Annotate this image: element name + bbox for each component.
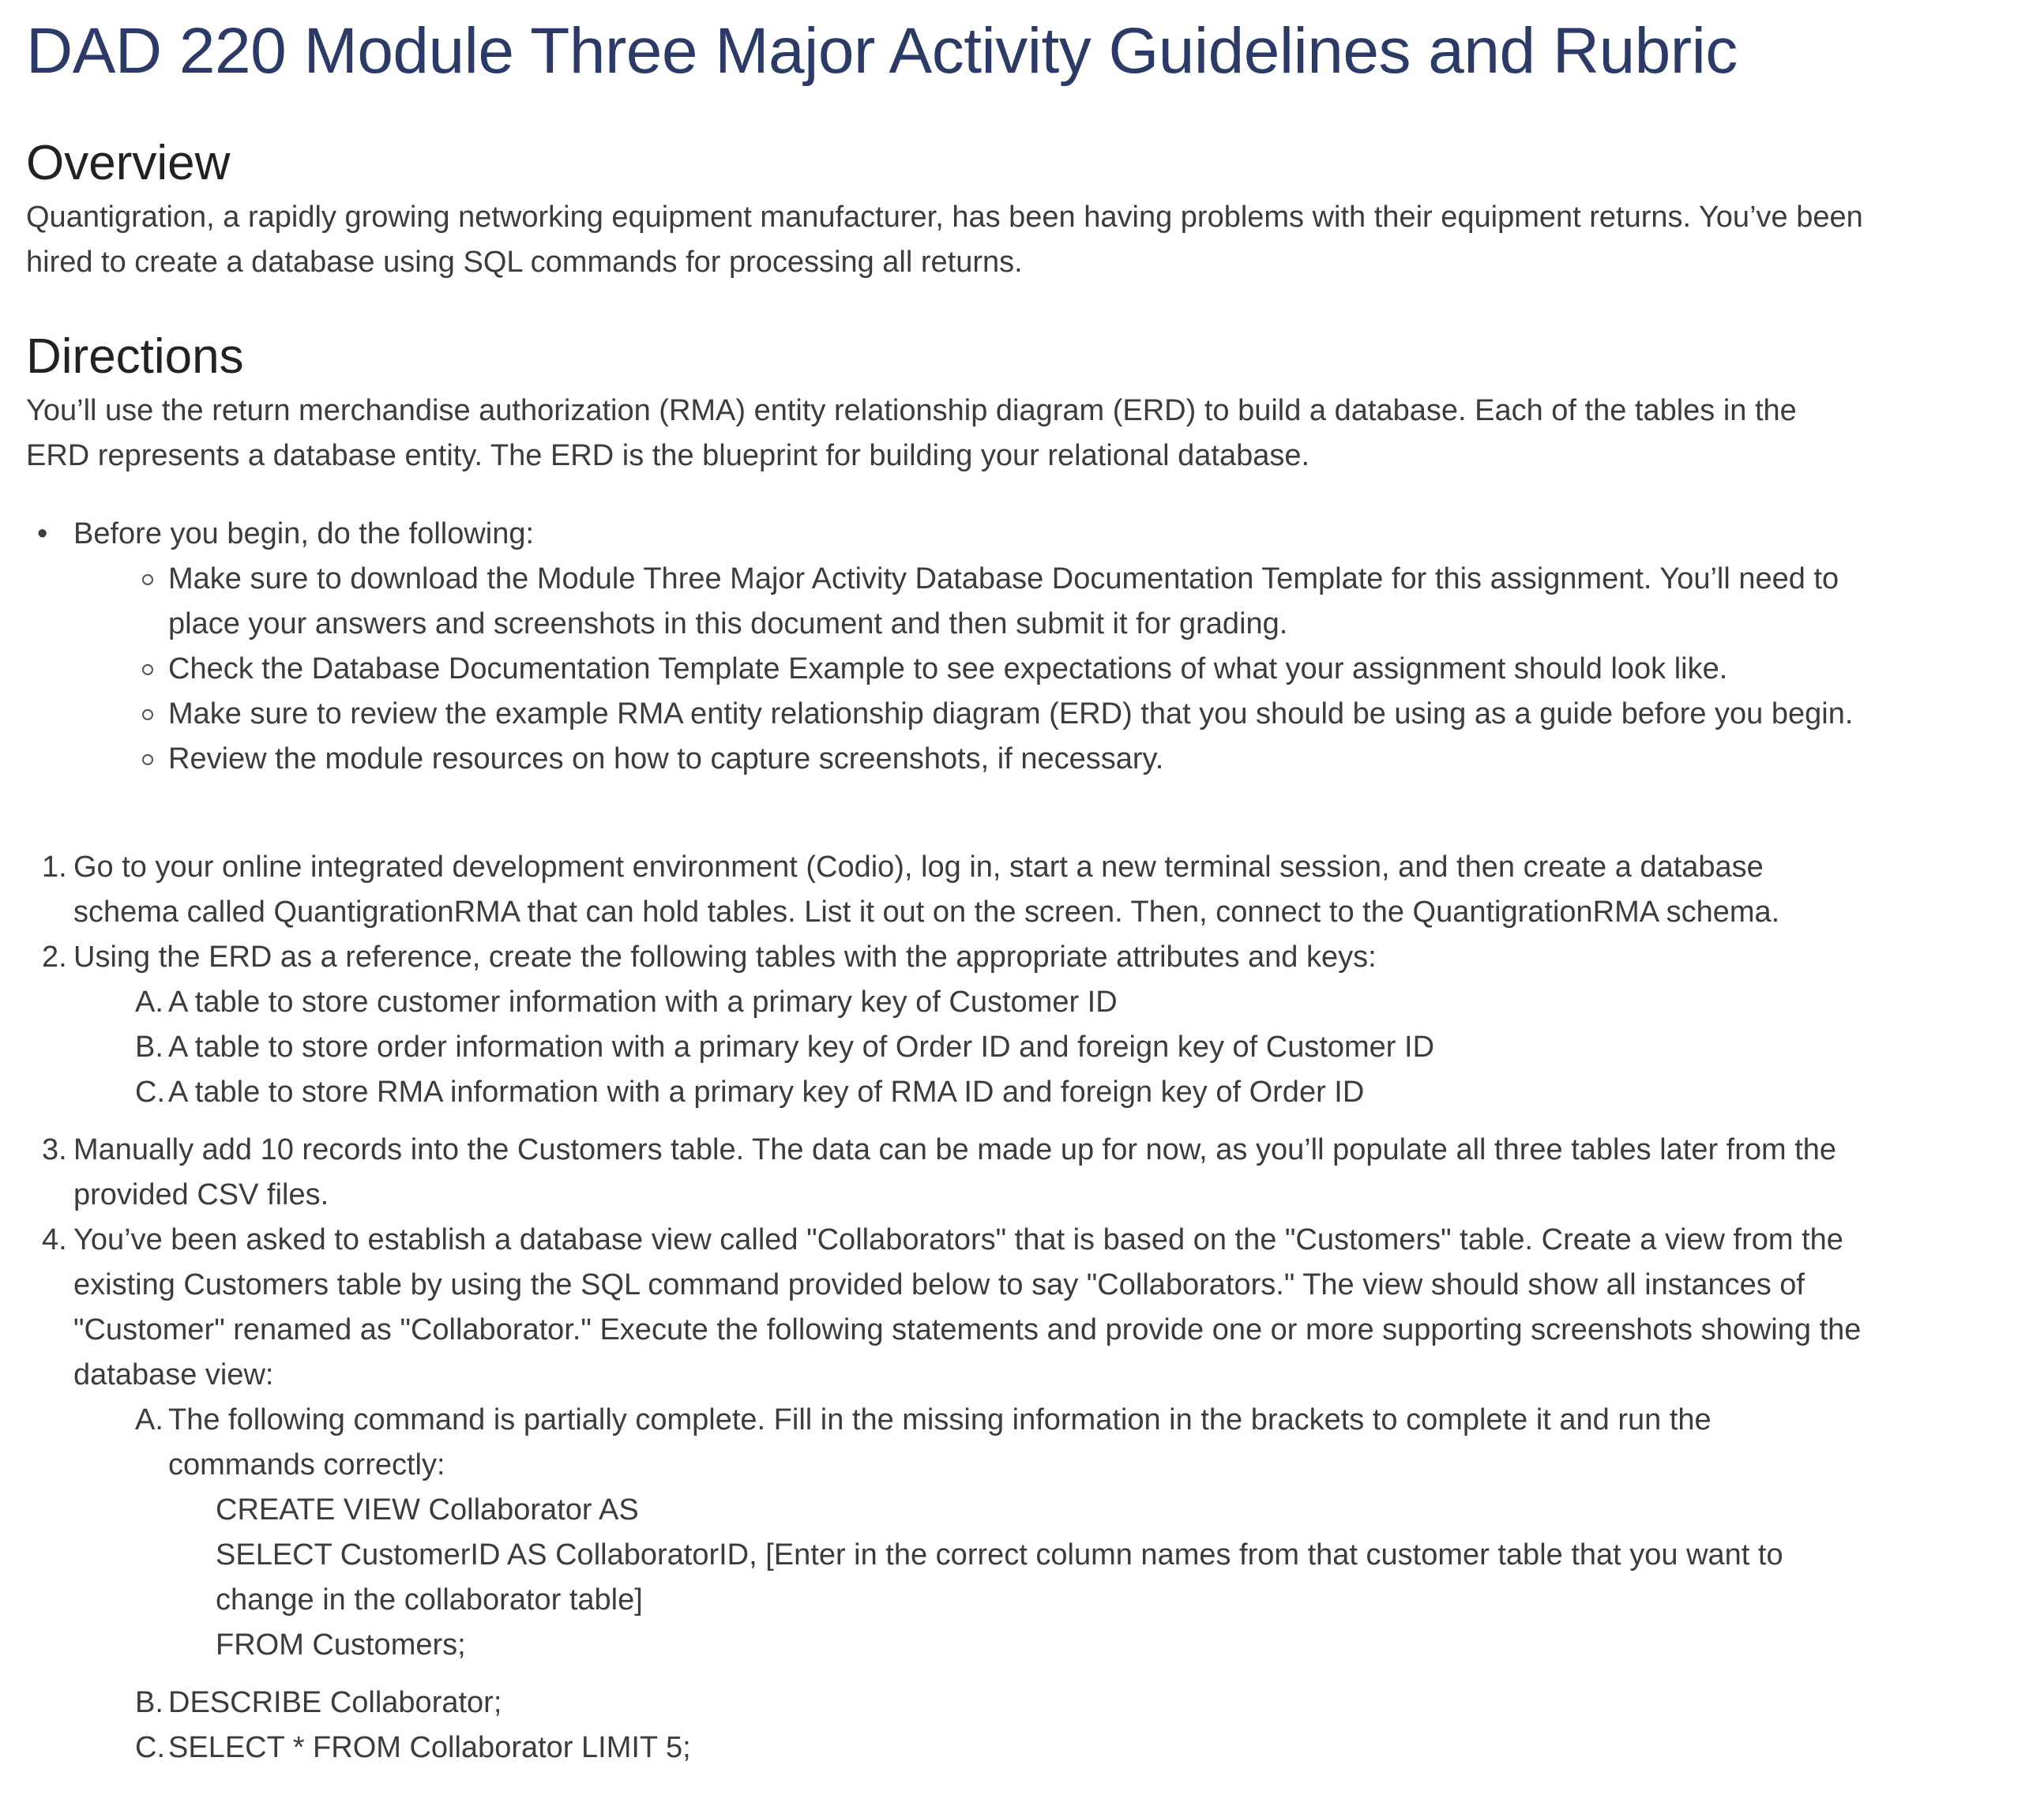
step-2-sublist	[73, 980, 1866, 1115]
text: A table to store RMA information with a primary key of RMA ID and foreign key of Order ID	[168, 1076, 1365, 1109]
emphasis: create the following tables with the appropriate attributes and keys	[488, 941, 1369, 974]
text: for this assignment. You’ll need to place your answers and screenshots in this document and then submit it for grading.	[168, 562, 1839, 640]
code-line: CREATE VIEW Collaborator AS	[216, 1493, 639, 1526]
sub-letter: C.	[135, 1731, 165, 1764]
before-you-begin-label: Before you begin, do the following:	[73, 517, 535, 550]
step-4-sublist	[73, 1398, 1866, 1771]
list-item	[73, 1070, 1866, 1115]
list-item	[73, 692, 1866, 737]
text: :	[1368, 941, 1377, 974]
sub-letter: C.	[135, 1076, 165, 1109]
page-title: DAD 220 Module Three Major Activity Guidelines and Rubric	[26, 15, 1738, 87]
text: into the Customers table. The data can be made up for now, as you’ll populate all three tables later from the provided CSV files.	[73, 1133, 1837, 1211]
step-number: 4.	[42, 1223, 67, 1256]
list-item	[73, 1398, 1866, 1668]
text: called QuantigrationRMA that can hold tables. List it out on the screen. Then, connect to the QuantigrationRMA schema.	[178, 896, 1780, 929]
text: The following command is partially complete. Fill in the missing information in the brackets to complete it and run the commands correctly:	[168, 1403, 1711, 1481]
step-2	[26, 935, 1866, 1115]
steps-list	[26, 845, 1866, 1783]
list-item	[73, 557, 1866, 647]
text: A table to store order information with a primary key of Order ID and foreign key of Customer ID	[168, 1031, 1435, 1064]
directions-heading: Directions	[26, 329, 244, 384]
step-number: 1.	[42, 851, 67, 884]
text: Manually	[73, 1133, 202, 1166]
step-3	[26, 1128, 1866, 1218]
list-item	[73, 1025, 1866, 1070]
text: Using the ERD as a reference,	[73, 941, 489, 974]
sub-letter: A.	[135, 1403, 163, 1436]
emphasis: add 10 records	[201, 1133, 403, 1166]
list-item	[26, 512, 1866, 782]
sub-letter: A.	[135, 986, 163, 1019]
sub-letter: B.	[135, 1686, 163, 1719]
step-4	[26, 1218, 1866, 1771]
text: SELECT * FROM Collaborator LIMIT 5;	[168, 1731, 691, 1764]
sub-letter: B.	[135, 1031, 163, 1064]
erd-link[interactable]: RMA entity relationship diagram (ERD)	[617, 697, 1133, 730]
emphasis: Create a view from the existing Customers table	[73, 1223, 1843, 1301]
text: Make sure to download the	[168, 562, 537, 595]
template-example-link[interactable]: Database Documentation Template Example	[311, 652, 905, 685]
text: Review the module resources on how to capture screenshots, if necessary.	[168, 742, 1164, 775]
code-line: SELECT CustomerID AS CollaboratorID, [Enter in the correct column names from that customer table that you want to change in the collaborator table]	[216, 1538, 1783, 1617]
list-item	[73, 1726, 1866, 1771]
template-link[interactable]: Module Three Major Activity Database Documentation Template	[536, 562, 1384, 595]
code-line: FROM Customers;	[216, 1628, 466, 1662]
step-number: 2.	[42, 941, 67, 974]
list-item	[73, 980, 1866, 1025]
sql-code-block	[168, 1488, 1866, 1668]
text: that you should be using as a guide before you begin.	[1132, 697, 1854, 730]
text: A table to store customer information with a primary key of Customer ID	[168, 986, 1118, 1019]
list-item	[73, 1680, 1866, 1726]
text: Make sure to review the example	[168, 697, 618, 730]
step-1	[26, 845, 1866, 935]
list-item	[73, 647, 1866, 692]
text: by using the SQL command provided below to say "Collaborators." The view should show all instances of "Customer" renamed as "Collaborator." Execute the following statements and provide one or more supporting screenshots showing the database view:	[73, 1268, 1862, 1391]
text: to see expectations of what your assignment should look like.	[904, 652, 1728, 685]
list-item	[73, 737, 1866, 782]
text: Go to your online integrated development environment (Codio), log in, start a new terminal session, and then	[73, 851, 1524, 884]
prep-sublist	[73, 557, 1866, 782]
before-you-begin-list	[26, 512, 1866, 782]
text: Check the	[168, 652, 312, 685]
text: DESCRIBE Collaborator;	[168, 1686, 502, 1719]
directions-text: You’ll use the return merchandise authorization (RMA) entity relationship diagram (ERD) to build a database. Each of the tables in the ERD represents a database entity. The ERD is the blueprint for building your relational database.	[26, 394, 1797, 472]
overview-text: Quantigration, a rapidly growing networking equipment manufacturer, has been having problems with their equipment returns. You’ve been hired to create a database using SQL commands for processing all returns.	[26, 201, 1863, 279]
emphasis: create a database schema	[73, 851, 1764, 929]
overview-heading: Overview	[26, 136, 231, 190]
step-number: 3.	[42, 1133, 67, 1166]
text: You’ve been asked to establish a database view called "Collaborators" that is based on the "Customers" table.	[73, 1223, 1542, 1256]
